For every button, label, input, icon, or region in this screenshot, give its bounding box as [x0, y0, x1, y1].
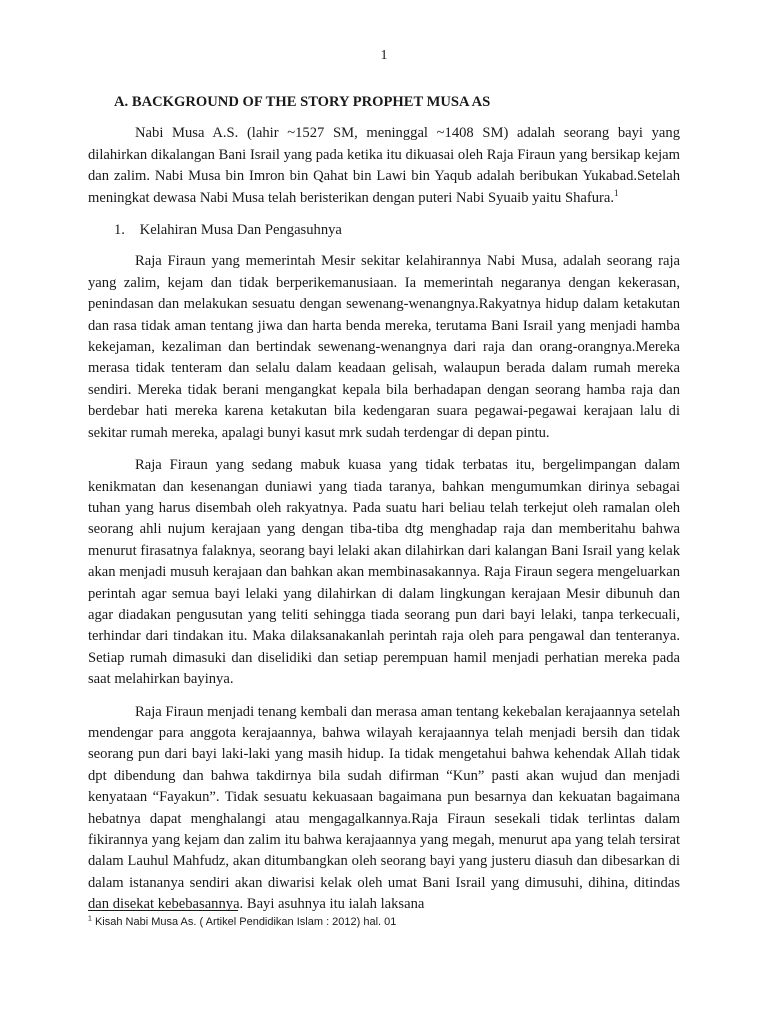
intro-text: Nabi Musa A.S. (lahir ~1527 SM, meninggal ~1408 SM) adalah seorang bayi yang dilahirkan dikalangan Bani Israil yang pada ketika itu dikuasai oleh Raja Firaun yang bersikap kejam dan zalim. Nabi Musa bin Imron bin Qahat bin Lawi bin Yaqub adalah beribukan Yukabad.Setelah meningkat dewasa Nabi Musa telah beristerikan dengan puteri Nabi Syuaib yaitu Shafura.	[88, 125, 680, 206]
footnote	[88, 915, 396, 929]
subsection-heading	[114, 220, 680, 241]
intro-paragraph	[88, 123, 680, 209]
page-number: 1	[380, 48, 388, 63]
footnote-divider	[88, 910, 238, 911]
body-paragraph: Raja Firaun menjadi tenang kembali dan merasa aman tentang kekebalan kerajaannya setelah mendengar para anggota kerajaannya, bahwa wilayah kerajaannya telah menjadi bersih dan tidak seorang pun dari bayi laki-laki yang masih hidup. Ia tidak mengetahui bahwa kehendak Allah tidak dpt dibendung dan bahwa takdirnya bila sudah difirman “Kun” pasti akan wujud dan menjadi kenyataan “Fayakun”. Tidak sesuatu kekuasaan bagaimana pun besarnya dan kekuatan bagaimana hebatnya dapat menghalangi atau mengagalkannya.Raja Firaun sesekali tidak terlintas dalam fikirannya yang kejam dan zalim itu bahwa kerajaannya yang megah, menurut apa yang telah tersirat dalam Lauhul Mahfudz, akan ditumbangkan oleh seorang bayi yang justeru diasuh dan dibesarkan di dalam istananya sendiri akan diwarisi kelak oleh umat Bani Israil yang dimusuhi, dihina, ditindas dan disekat kebebasannya. Bayi asuhnya itu ialah laksana	[88, 703, 681, 913]
subsection-number: 1.	[114, 222, 125, 239]
body-paragraph: Raja Firaun yang memerintah Mesir sekitar kelahirannya Nabi Musa, adalah seorang raja yang zalim, kejam dan tidak berperikemanusiaan. Ia memerintah negaranya dengan kekerasan, penindasan dan melakukan sesuatu dengan sewenang-wenangnya.Rakyatnya hidup dalam ketakutan dan rasa tidak aman tentang jiwa dan harta benda mereka, terutama Bani Israil yang menjadi hamba kekejaman, kezaliman dan bertindak sewenang-wenangnya dari raja dan orang-orangnya.Mereka merasa tidak tenteram dan selalu dalam keadaan gelisah, walaupun berada dalam rumah mereka sendiri. Mereka tidak berani mengangkat kepala bila berhadapan dengan seorang hamba raja dan berdebar hati mereka karena ketakutan bila kedengaran suara pegawai-pegawai kerajaan lalu di sekitar rumah mereka, apalagi bunyi kasut mrk sudah terdengar di depan pintu.	[88, 253, 680, 441]
section-heading: A. BACKGROUND OF THE STORY PROPHET MUSA AS	[114, 94, 491, 110]
footnote-reference[interactable]: 1	[614, 187, 619, 198]
footnote-text: Kisah Nabi Musa As. ( Artikel Pendidikan Islam : 2012) hal. 01	[91, 916, 397, 928]
subsection-title: Kelahiran Musa Dan Pengasuhnya	[139, 222, 342, 239]
footnote-number: 1	[88, 915, 92, 923]
document-body	[88, 92, 680, 927]
body-paragraph: Raja Firaun yang sedang mabuk kuasa yang tidak terbatas itu, bergelimpangan dalam kenikmatan dan kesenangan duniawi yang tiada taranya, bahkan mengumumkan dirinya sebagai tuhan yang harus disembah oleh rakyatnya. Pada suatu hari beliau telah terkejut oleh ramalan oleh seorang ahli nujum kerajaan yang dengan tiba-tiba dtg menghadap raja dan memberitahu bahwa menurut firasatnya falaknya, seorang bayi lelaki akan dilahirkan dari kalangan Bani Israil yang kelak akan menjadi musuh kerajaan dan bahkan akan membinasakannya. Raja Firaun segera mengeluarkan perintah agar semua bayi lelaki yang dilahirkan di dalam lingkungan kerajaan Mesir dibunuh dan agar diadakan pengusutan yang teliti sehingga tiada seorang pun dari bayi lelaki, tanpa terkecuali, terhindar dari tindakan itu. Maka dilaksanakanlah perintah raja oleh para pengawal dan tenteranya. Setiap rumah dimasuki dan diselidiki dan setiap perempuan hamil menjadi perhatian mereka pada saat melahirkan bayinya.	[88, 457, 680, 688]
